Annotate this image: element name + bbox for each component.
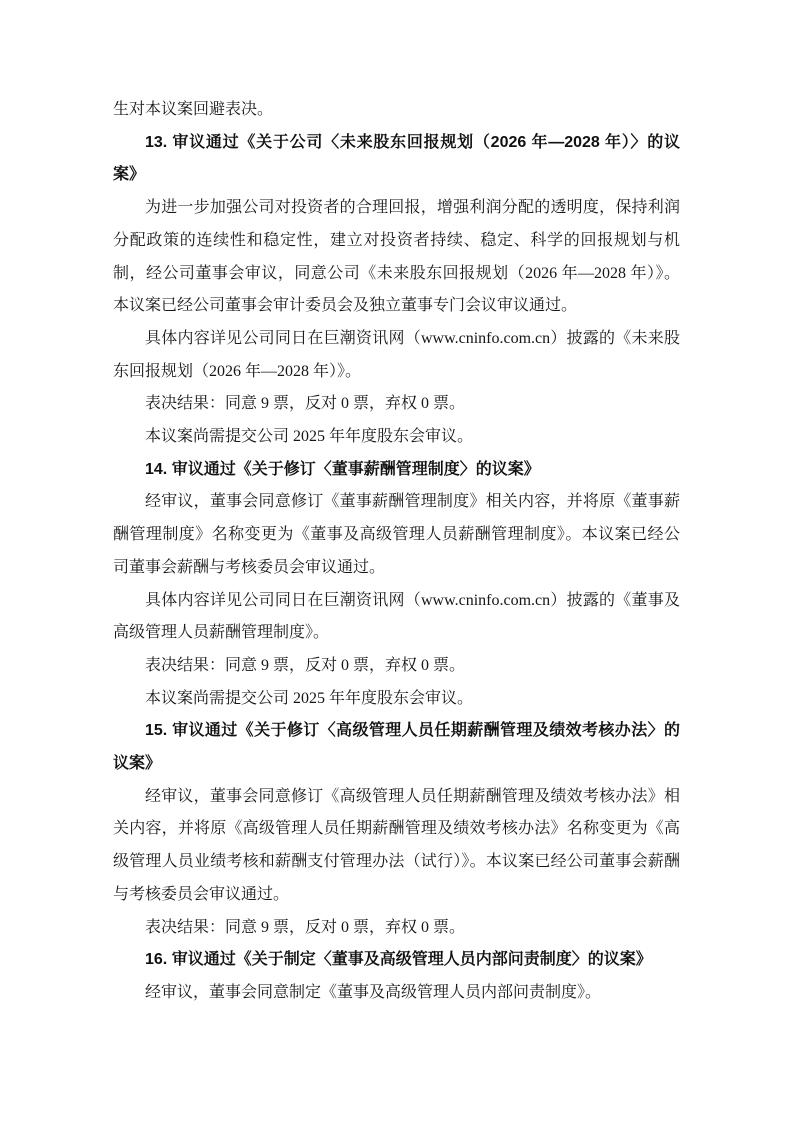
section-14-vote-result: 表决结果：同意 9 票，反对 0 票，弃权 0 票。 [145,656,466,674]
section-15-vote-result: 表决结果：同意 9 票，反对 0 票，弃权 0 票。 [145,918,466,936]
section-14-paragraph-disclosure: 具体内容详见公司同日在巨潮资讯网（www.cninfo.com.cn）披露的《董事及高级管理人员薪酬管理制度》。 [113,591,680,642]
section-13-submission-note: 本议案尚需提交公司 2025 年年度股东会审议。 [145,428,474,446]
section-13-heading: 13. 审议通过《关于公司〈未来股东回报规划（2026 年—2028 年）〉的议案》 [113,133,680,184]
continuation-paragraph: 生对本议案回避表决。 [113,101,274,118]
section-14-submission-note: 本议案尚需提交公司 2025 年年度股东会审议。 [145,689,474,707]
section-14-heading: 14. 审议通过《关于修订〈董事薪酬管理制度〉的议案》 [145,460,540,478]
section-15-heading: 15. 审议通过《关于修订〈高级管理人员任期薪酬管理及绩效考核办法〉的议案》 [113,722,680,773]
section-13-paragraph-disclosure: 具体内容详见公司同日在巨潮资讯网（www.cninfo.com.cn）披露的《未来股东回报规划（2026 年—2028 年）》。 [113,329,680,380]
section-16-paragraph-body: 经审议，董事会同意制定《董事及高级管理人员内部问责制度》。 [145,983,602,1001]
section-13-paragraph-body: 为进一步加强公司对投资者的合理回报，增强利润分配的透明度，保持利润分配政策的连续性和稳定性，建立对投资者持续、稳定、科学的回报规划与机制，经公司董事会审议，同意公司《未来股东回报规划（2026 年—2028 年）》。本议案已经公司董事会审计委员会及独立董事专门会议审议通过。 [113,199,680,315]
section-14-paragraph-body: 经审议，董事会同意修订《董事薪酬管理制度》相关内容，并将原《董事薪酬管理制度》名称变更为《董事及高级管理人员薪酬管理制度》。本议案已经公司董事会薪酬与考核委员会审议通过。 [113,493,680,576]
section-16-heading: 16. 审议通过《关于制定〈董事及高级管理人员内部问责制度〉的议案》 [145,951,652,969]
document-content [113,94,680,1010]
section-13-vote-result: 表决结果：同意 9 票，反对 0 票，弃权 0 票。 [145,395,466,413]
section-15-paragraph-body: 经审议，董事会同意修订《高级管理人员任期薪酬管理及绩效考核办法》相关内容，并将原《高级管理人员任期薪酬管理及绩效考核办法》名称变更为《高级管理人员业绩考核和薪酬支付管理办法（试行）》。本议案已经公司董事会薪酬与考核委员会审议通过。 [113,787,680,903]
